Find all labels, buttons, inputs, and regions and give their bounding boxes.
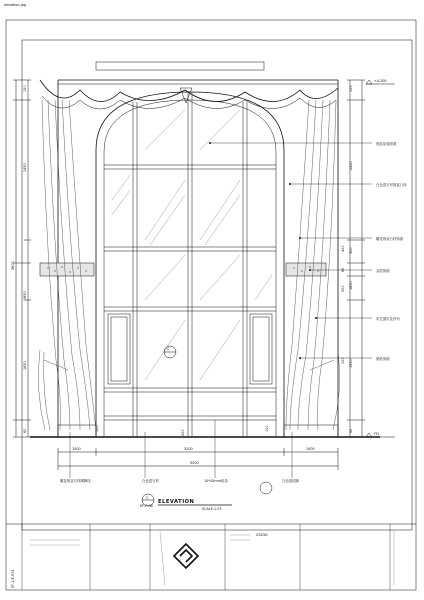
- svg-text:150: 150: [95, 425, 99, 432]
- note-carved-stone: 雕花纳双石材饰面: [376, 237, 404, 241]
- svg-text:60: 60: [341, 267, 345, 272]
- svg-text:1950: 1950: [349, 359, 353, 368]
- drawing-number: EF-1/E-E03: [11, 569, 15, 588]
- window-grid: [104, 92, 276, 437]
- svg-text:100: 100: [265, 425, 269, 432]
- svg-text:C: C: [167, 347, 170, 351]
- svg-text:1000: 1000: [72, 447, 81, 451]
- svg-text:500: 500: [341, 285, 345, 292]
- svg-text:1650: 1650: [23, 361, 27, 370]
- level-top: +4.200: [374, 79, 387, 83]
- note-glass-window: 细挂花镜面窗: [376, 142, 397, 146]
- svg-text:100: 100: [349, 85, 353, 92]
- svg-text:60: 60: [23, 428, 27, 433]
- corner-label: elevation.jpg: [4, 3, 27, 7]
- title-block: [6, 524, 416, 590]
- note-column-base: 白色混柱脚: [282, 479, 299, 483]
- left-side-panel: [108, 314, 130, 384]
- logo: [174, 544, 198, 568]
- note-stone: 白色混石材: [142, 479, 159, 483]
- right-side-panel: [250, 314, 272, 384]
- title-text: ELEVATION: [158, 499, 195, 505]
- note-aluminium-strip: 10*45mm铝条: [204, 479, 228, 483]
- svg-text:1850: 1850: [349, 281, 353, 290]
- elevation-view: [30, 62, 380, 437]
- stone-band-right: [286, 263, 326, 276]
- note-skirting: 雕花纳双石材踢脚线: [60, 479, 91, 483]
- title-scale: SCALE:1:25: [202, 507, 222, 511]
- total-width: 5200: [190, 461, 199, 465]
- drawing-title: [140, 494, 232, 511]
- svg-text:3200: 3200: [184, 447, 193, 451]
- skirting-left: [58, 425, 96, 437]
- note-window-casing: 白色混石材窗盒口线: [376, 183, 407, 187]
- svg-text:100: 100: [341, 357, 345, 364]
- svg-text:1850: 1850: [23, 291, 27, 300]
- dimensions-left: [11, 80, 31, 437]
- svg-text:2450: 2450: [23, 163, 27, 172]
- svg-text:200: 200: [181, 429, 185, 436]
- dimensions-bottom: [58, 426, 338, 470]
- note-gold-leaf: 金箔饰面: [376, 269, 390, 273]
- title-sheet-ref: EF-P-06: [140, 504, 153, 508]
- level-floor: FFL: [374, 432, 380, 436]
- svg-text:60: 60: [349, 428, 353, 433]
- svg-text:150: 150: [23, 85, 27, 92]
- stone-band-left: [40, 263, 94, 276]
- svg-text:400: 400: [341, 245, 345, 252]
- curtain-valance: [40, 80, 338, 102]
- svg-text:1000: 1000: [306, 447, 315, 451]
- svg-text:300: 300: [349, 247, 353, 254]
- note-curtain: 布艺窗帘及纱帘: [376, 317, 400, 321]
- title-mark: C: [146, 496, 149, 500]
- project-code: Z3Z3D: [256, 533, 268, 537]
- arched-window-frame: [96, 92, 284, 437]
- note-wallpaper: 壁纸饰面: [376, 357, 390, 361]
- level-marks: [366, 79, 395, 437]
- detail-callout: [260, 482, 272, 494]
- inner-border: [22, 40, 412, 530]
- svg-text:2450: 2450: [349, 161, 353, 170]
- dimensions-right: [341, 80, 365, 437]
- svg-text:3800: 3800: [11, 261, 15, 270]
